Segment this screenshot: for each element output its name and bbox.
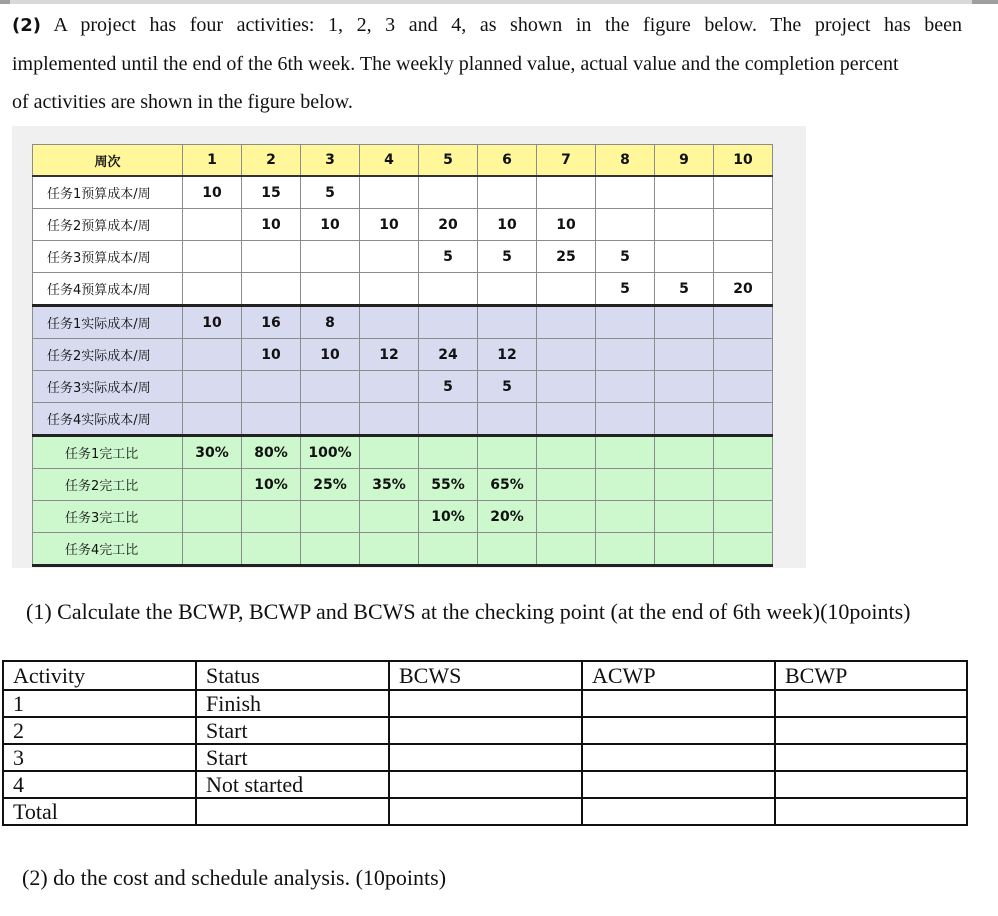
top-scroll-bar bbox=[0, 0, 998, 4]
percent-row-cell bbox=[537, 436, 596, 469]
percent-row-cell bbox=[478, 533, 537, 566]
answer-cell: Start bbox=[196, 744, 389, 771]
answer-cell bbox=[196, 798, 389, 825]
budget-row bbox=[33, 241, 773, 273]
actual-row-cell bbox=[655, 403, 714, 436]
actual-row-cell: 24 bbox=[419, 339, 478, 371]
actual-row-cell bbox=[537, 306, 596, 339]
answer-row bbox=[3, 717, 967, 744]
percent-row bbox=[33, 533, 773, 566]
answer-cell bbox=[389, 690, 582, 717]
budget-row-cell: 25 bbox=[537, 241, 596, 273]
actual-row-cell bbox=[596, 339, 655, 371]
answer-cell bbox=[389, 744, 582, 771]
percent-row-cell bbox=[655, 436, 714, 469]
actual-row-cell bbox=[537, 371, 596, 403]
budget-row-cell bbox=[242, 273, 301, 306]
budget-row-cell: 5 bbox=[419, 241, 478, 273]
actual-row-cell bbox=[183, 339, 242, 371]
percent-row-cell: 25% bbox=[301, 469, 360, 501]
percent-row-cell bbox=[714, 436, 773, 469]
percent-row-cell bbox=[714, 469, 773, 501]
budget-row-cell bbox=[478, 273, 537, 306]
percent-row-cell bbox=[655, 469, 714, 501]
week-header-cell: 8 bbox=[596, 145, 655, 177]
answer-header-cell: BCWS bbox=[389, 661, 582, 690]
budget-row-label: 任务2预算成本/周 bbox=[33, 209, 183, 241]
actual-row-cell bbox=[537, 403, 596, 436]
budget-row-cell bbox=[478, 176, 537, 209]
budget-row-cell bbox=[301, 273, 360, 306]
cost-figure bbox=[12, 126, 806, 568]
actual-row-cell: 5 bbox=[419, 371, 478, 403]
answer-cell bbox=[582, 690, 775, 717]
actual-row-label: 任务2实际成本/周 bbox=[33, 339, 183, 371]
week-header-cell: 6 bbox=[478, 145, 537, 177]
budget-row-cell bbox=[655, 176, 714, 209]
week-header-cell: 10 bbox=[714, 145, 773, 177]
actual-row-cell bbox=[301, 371, 360, 403]
percent-row-cell bbox=[537, 501, 596, 533]
actual-row-cell: 10 bbox=[183, 306, 242, 339]
answer-cell bbox=[389, 798, 582, 825]
question-2: (2) do the cost and schedule analysis. (10points) bbox=[22, 865, 447, 890]
actual-row bbox=[33, 306, 773, 339]
percent-row bbox=[33, 501, 773, 533]
percent-row-cell bbox=[655, 501, 714, 533]
budget-row-cell: 5 bbox=[478, 241, 537, 273]
budget-row-cell bbox=[537, 176, 596, 209]
intro-line-3: of activities are shown in the figure below. bbox=[12, 91, 353, 113]
percent-row-cell: 65% bbox=[478, 469, 537, 501]
actual-row-cell bbox=[360, 403, 419, 436]
percent-row-cell bbox=[183, 501, 242, 533]
answer-cell: Finish bbox=[196, 690, 389, 717]
budget-row-cell bbox=[183, 241, 242, 273]
percent-row-cell bbox=[183, 469, 242, 501]
answer-row bbox=[3, 690, 967, 717]
percent-row-cell bbox=[714, 501, 773, 533]
percent-row-cell bbox=[301, 501, 360, 533]
percent-row-cell bbox=[183, 533, 242, 566]
actual-row-cell: 12 bbox=[360, 339, 419, 371]
percent-row-label: 任务2完工比 bbox=[33, 469, 183, 501]
percent-row-cell bbox=[596, 501, 655, 533]
week-header-cell: 7 bbox=[537, 145, 596, 177]
weekly-cost-table bbox=[32, 144, 773, 567]
percent-row-cell: 55% bbox=[419, 469, 478, 501]
budget-row-cell bbox=[301, 241, 360, 273]
percent-row-cell bbox=[596, 469, 655, 501]
actual-row-cell bbox=[714, 306, 773, 339]
answer-table bbox=[2, 660, 968, 826]
actual-row-cell: 16 bbox=[242, 306, 301, 339]
percent-row-label: 任务4完工比 bbox=[33, 533, 183, 566]
week-header-cell: 4 bbox=[360, 145, 419, 177]
budget-row-cell bbox=[242, 241, 301, 273]
answer-cell bbox=[775, 744, 967, 771]
actual-row-cell: 5 bbox=[478, 371, 537, 403]
budget-row-cell: 5 bbox=[596, 273, 655, 306]
budget-row-cell: 15 bbox=[242, 176, 301, 209]
budget-row-cell: 10 bbox=[360, 209, 419, 241]
percent-row-cell bbox=[301, 533, 360, 566]
budget-row-cell: 5 bbox=[655, 273, 714, 306]
answer-cell bbox=[582, 717, 775, 744]
actual-row-cell bbox=[419, 306, 478, 339]
actual-row-cell bbox=[714, 371, 773, 403]
actual-row bbox=[33, 371, 773, 403]
answer-header-cell: Status bbox=[196, 661, 389, 690]
percent-row-cell: 35% bbox=[360, 469, 419, 501]
budget-row-cell bbox=[714, 241, 773, 273]
week-header-cell: 3 bbox=[301, 145, 360, 177]
actual-row-label: 任务3实际成本/周 bbox=[33, 371, 183, 403]
answer-cell: 1 bbox=[3, 690, 196, 717]
budget-row-cell bbox=[655, 241, 714, 273]
budget-row-cell bbox=[419, 176, 478, 209]
week-header-cell: 2 bbox=[242, 145, 301, 177]
actual-row-cell bbox=[183, 403, 242, 436]
actual-row-cell bbox=[242, 371, 301, 403]
actual-row-cell bbox=[596, 371, 655, 403]
answer-cell: 4 bbox=[3, 771, 196, 798]
percent-row-cell bbox=[360, 533, 419, 566]
answer-cell bbox=[582, 798, 775, 825]
answer-cell: Total bbox=[3, 798, 196, 825]
actual-row-cell bbox=[655, 306, 714, 339]
problem-intro bbox=[12, 6, 962, 121]
actual-row-cell: 10 bbox=[301, 339, 360, 371]
actual-row-cell: 10 bbox=[242, 339, 301, 371]
actual-row-cell bbox=[655, 339, 714, 371]
budget-row-cell bbox=[596, 176, 655, 209]
percent-row-cell bbox=[596, 533, 655, 566]
budget-row-cell: 20 bbox=[714, 273, 773, 306]
answer-cell bbox=[775, 771, 967, 798]
question-1: (1) Calculate the BCWP, BCWP and BCWS at the checking point (at the end of 6th week)(10points) bbox=[26, 599, 911, 624]
budget-row-cell bbox=[419, 273, 478, 306]
budget-row-cell bbox=[183, 209, 242, 241]
percent-row-cell: 80% bbox=[242, 436, 301, 469]
budget-row-cell: 10 bbox=[478, 209, 537, 241]
answer-row bbox=[3, 771, 967, 798]
percent-row-cell bbox=[360, 501, 419, 533]
percent-row bbox=[33, 436, 773, 469]
actual-row-label: 任务4实际成本/周 bbox=[33, 403, 183, 436]
percent-row-cell: 10% bbox=[419, 501, 478, 533]
answer-header-row bbox=[3, 661, 967, 690]
problem-number: (2) bbox=[12, 15, 41, 36]
percent-row-cell bbox=[537, 533, 596, 566]
answer-cell: 3 bbox=[3, 744, 196, 771]
actual-row-cell bbox=[537, 339, 596, 371]
percent-row-cell: 100% bbox=[301, 436, 360, 469]
actual-row-cell bbox=[301, 403, 360, 436]
percent-row-cell bbox=[419, 533, 478, 566]
answer-cell bbox=[582, 771, 775, 798]
budget-row-cell: 5 bbox=[596, 241, 655, 273]
answer-cell: 2 bbox=[3, 717, 196, 744]
answer-cell bbox=[775, 798, 967, 825]
top-bar-left-nib bbox=[0, 0, 10, 4]
budget-row bbox=[33, 209, 773, 241]
budget-row-cell bbox=[183, 273, 242, 306]
answer-cell: Not started bbox=[196, 771, 389, 798]
actual-row-cell bbox=[655, 371, 714, 403]
percent-row-cell: 10% bbox=[242, 469, 301, 501]
budget-row-label: 任务3预算成本/周 bbox=[33, 241, 183, 273]
actual-row-label: 任务1实际成本/周 bbox=[33, 306, 183, 339]
top-bar-right-nib bbox=[972, 0, 998, 4]
actual-row-cell bbox=[360, 306, 419, 339]
budget-row-cell bbox=[360, 273, 419, 306]
actual-row-cell: 12 bbox=[478, 339, 537, 371]
percent-row-label: 任务1完工比 bbox=[33, 436, 183, 469]
actual-row bbox=[33, 339, 773, 371]
week-header-label: 周次 bbox=[33, 145, 183, 177]
percent-row-cell bbox=[714, 533, 773, 566]
answer-header-cell: ACWP bbox=[582, 661, 775, 690]
budget-row-cell bbox=[714, 209, 773, 241]
budget-row-cell: 10 bbox=[301, 209, 360, 241]
budget-row-cell bbox=[655, 209, 714, 241]
actual-row-cell bbox=[183, 371, 242, 403]
actual-row bbox=[33, 403, 773, 436]
actual-row-cell bbox=[478, 403, 537, 436]
answer-row bbox=[3, 798, 967, 825]
budget-row bbox=[33, 176, 773, 209]
percent-row-cell bbox=[242, 501, 301, 533]
percent-row bbox=[33, 469, 773, 501]
percent-row-cell bbox=[478, 436, 537, 469]
week-header-row bbox=[33, 145, 773, 177]
budget-row-cell bbox=[714, 176, 773, 209]
answer-header-cell: Activity bbox=[3, 661, 196, 690]
actual-row-cell bbox=[242, 403, 301, 436]
percent-row-cell bbox=[242, 533, 301, 566]
week-header-cell: 9 bbox=[655, 145, 714, 177]
budget-row-cell: 10 bbox=[242, 209, 301, 241]
percent-row-cell: 20% bbox=[478, 501, 537, 533]
intro-line-1 bbox=[12, 6, 962, 45]
percent-row-cell bbox=[655, 533, 714, 566]
percent-row-cell bbox=[419, 436, 478, 469]
budget-row-cell bbox=[537, 273, 596, 306]
actual-row-cell bbox=[419, 403, 478, 436]
intro-line-2: implemented until the end of the 6th week. The weekly planned value, actual value and the completion percent bbox=[12, 53, 899, 75]
answer-cell bbox=[775, 717, 967, 744]
intro-line-1-text: A project has four activities: 1, 2, 3 and 4, as shown in the figure below. The project has been bbox=[53, 14, 962, 36]
percent-row-cell bbox=[537, 469, 596, 501]
answer-cell bbox=[582, 744, 775, 771]
budget-row-cell bbox=[360, 176, 419, 209]
actual-row-cell bbox=[478, 306, 537, 339]
answer-cell bbox=[389, 717, 582, 744]
answer-cell: Start bbox=[196, 717, 389, 744]
answer-cell bbox=[389, 771, 582, 798]
answer-header-cell: BCWP bbox=[775, 661, 967, 690]
percent-row-cell bbox=[360, 436, 419, 469]
budget-row bbox=[33, 273, 773, 306]
week-header-cell: 5 bbox=[419, 145, 478, 177]
answer-cell bbox=[775, 690, 967, 717]
answer-row bbox=[3, 744, 967, 771]
week-header-cell: 1 bbox=[183, 145, 242, 177]
percent-row-cell: 30% bbox=[183, 436, 242, 469]
actual-row-cell bbox=[714, 403, 773, 436]
budget-row-cell: 20 bbox=[419, 209, 478, 241]
budget-row-cell bbox=[596, 209, 655, 241]
budget-row-cell: 10 bbox=[183, 176, 242, 209]
actual-row-cell bbox=[714, 339, 773, 371]
budget-row-cell: 5 bbox=[301, 176, 360, 209]
percent-row-cell bbox=[596, 436, 655, 469]
actual-row-cell bbox=[596, 306, 655, 339]
actual-row-cell bbox=[360, 371, 419, 403]
actual-row-cell bbox=[596, 403, 655, 436]
budget-row-label: 任务4预算成本/周 bbox=[33, 273, 183, 306]
budget-row-label: 任务1预算成本/周 bbox=[33, 176, 183, 209]
budget-row-cell bbox=[360, 241, 419, 273]
percent-row-label: 任务3完工比 bbox=[33, 501, 183, 533]
actual-row-cell: 8 bbox=[301, 306, 360, 339]
budget-row-cell: 10 bbox=[537, 209, 596, 241]
